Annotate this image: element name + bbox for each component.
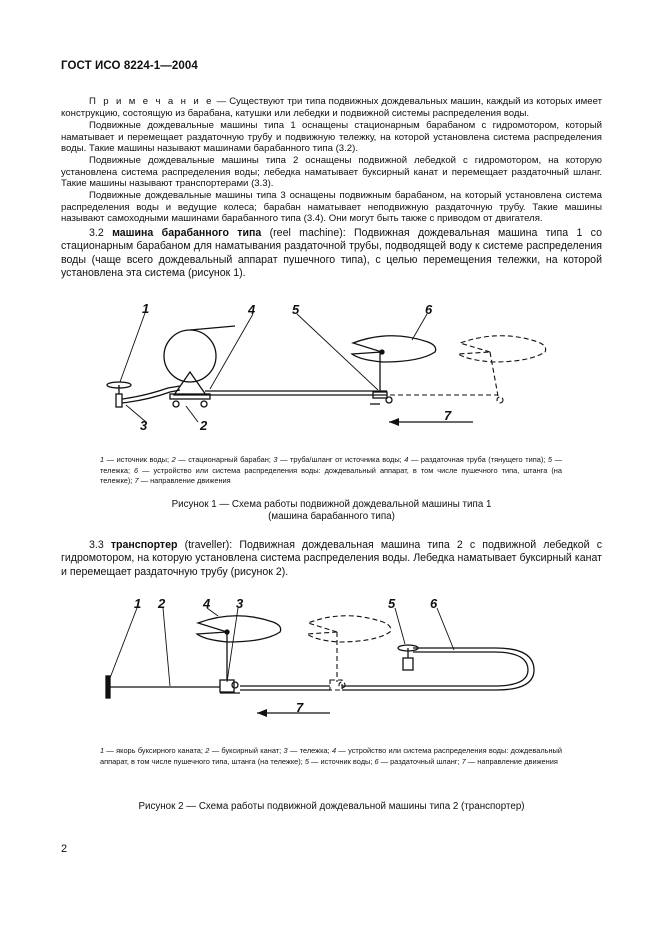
figure-2-label-3: 3 bbox=[236, 596, 244, 611]
legend-num: 3 bbox=[283, 746, 288, 755]
legend-num: 5 bbox=[304, 756, 309, 766]
figure-1-caption-line2: (машина барабанного типа) bbox=[268, 511, 395, 522]
legend-text: — источник воды; bbox=[104, 455, 172, 464]
legend-text: — направление движения bbox=[138, 476, 231, 486]
figure-2-label-2: 2 bbox=[158, 596, 166, 611]
page-number: 2 bbox=[61, 843, 68, 855]
legend-text: — раздаточный шланг; bbox=[378, 756, 462, 766]
definition-3-2-text: (reel machine): Подвижная дождевальная машина типа 1 со стационарным барабаном для наматывания раздаточной трубы, подводящей воду к системе распределения воды (чаще всего дождевальный аппарат пушечного типа), с целью перемещения тележки, на которой установлена эта система (рисунок 1). bbox=[61, 227, 602, 280]
figure-2-caption: Рисунок 2 — Схема работы подвижной дождевальной машины типа 2 (транспортер) bbox=[138, 801, 525, 812]
sprinkler-pattern bbox=[197, 616, 281, 642]
legend-num: 4 bbox=[331, 746, 337, 755]
definition-3-3-term: транспортер bbox=[110, 539, 178, 551]
water-source-icon bbox=[116, 394, 122, 407]
definition-3-3-text: (traveller): Подвижная дождевальная машина типа 2 с подвижной лебедкой с гидромотором, на которую установлена система распределения воды. Лебедка наматывает буксирный канат и перемещает раздаточную трубу (рисунок 2). bbox=[61, 539, 603, 578]
figure-1-label-6: 6 bbox=[425, 302, 433, 317]
document-header: ГОСТ ИСО 8224-1—2004 bbox=[61, 60, 198, 72]
figure-2-label-5: 5 bbox=[388, 596, 396, 611]
figure-1-caption-line1: Рисунок 1 — Схема работы подвижной дождевальной машины типа 1 bbox=[171, 499, 492, 510]
figure-2-label-7: 7 bbox=[296, 700, 304, 715]
figure-1-label-2: 2 bbox=[200, 418, 208, 433]
note-type1-paragraph: Подвижные дождевальные машины типа 1 оснащены стационарным барабаном с гидромотором, который наматывает и перемещает раздаточную трубу и подвижную тележку, на которой установлена система распределения воды. Такие машины называют машинами барабанного типа (3.2). bbox=[61, 120, 602, 155]
legend-num: 4 bbox=[404, 455, 409, 464]
note-paragraph bbox=[61, 96, 602, 119]
stationary-drum bbox=[164, 330, 216, 382]
figure-1-label-4: 4 bbox=[248, 302, 256, 317]
figure-1-label-7: 7 bbox=[444, 408, 452, 423]
figure-2-diagram bbox=[90, 592, 570, 727]
definition-3-2-number: 3.2 bbox=[89, 227, 113, 239]
legend-text: — устройство или система распределения воды: дождевальный аппарат, в том числе пушечного типа, штанга (на тележке); bbox=[100, 746, 562, 766]
legend-text: — тележка; bbox=[100, 455, 562, 475]
legend-num: 1 bbox=[100, 746, 105, 755]
figure-1-legend bbox=[100, 455, 562, 487]
legend-num: 1 bbox=[100, 455, 105, 464]
definition-3-3-number: 3.3 bbox=[89, 539, 111, 551]
legend-num: 6 bbox=[374, 756, 379, 766]
note-type2-paragraph: Подвижные дождевальные машины типа 2 оснащены подвижной лебедкой с гидромотором, на которую установлена система распределения воды; лебедка наматывает буксирный канат и перемещает раздаточный шланг. Такие машины называют транспортерами (3.3). bbox=[61, 155, 602, 190]
legend-text: — тележка; bbox=[287, 746, 332, 755]
sprinkler-pattern bbox=[352, 336, 436, 362]
delivery-hose bbox=[240, 652, 528, 686]
tow-cable-anchor bbox=[106, 676, 110, 698]
legend-num: 2 bbox=[205, 746, 210, 755]
figure-1-label-1: 1 bbox=[142, 301, 150, 316]
sprinkler-pattern-future bbox=[458, 336, 546, 362]
note-text: — Существуют три типа подвижных дождевальных машин, каждый из которых имеет конструкцию, состоящую из барабана, катушки или лебедки и подвижной системы распределения воды. bbox=[61, 96, 602, 119]
legend-num: 3 bbox=[273, 455, 278, 464]
legend-text: — устройство или система распределения воды: дождевальный аппарат, в том числе пушечного типа, штанга (на тележке); bbox=[100, 465, 562, 486]
sprinkler-pattern-future bbox=[307, 616, 391, 642]
legend-text: — направление движения bbox=[465, 756, 558, 766]
figure-2-label-4: 4 bbox=[203, 596, 211, 611]
definition-3-3 bbox=[61, 539, 602, 579]
legend-num: 5 bbox=[547, 455, 553, 464]
legend-text: — якорь буксирного каната; bbox=[104, 746, 206, 755]
legend-text: — стационарный барабан; bbox=[175, 455, 274, 464]
legend-num: 7 bbox=[461, 756, 466, 766]
legend-num: 7 bbox=[134, 476, 139, 486]
definition-3-2-term: машина барабанного типа bbox=[112, 227, 262, 239]
legend-text: — труба/шланг от источника воды; bbox=[277, 455, 405, 464]
figure-2-label-6: 6 bbox=[430, 596, 438, 611]
water-source-icon bbox=[403, 658, 413, 670]
definition-3-2 bbox=[61, 227, 602, 281]
legend-text: — буксирный канат; bbox=[209, 746, 284, 755]
figure-1-label-3: 3 bbox=[140, 418, 148, 433]
figure-2-legend bbox=[100, 746, 562, 767]
note-type3-paragraph: Подвижные дождевальные машины типа 3 оснащены подвижным барабаном, на который установлена система распределения воды и ведущие колеса; барабан наматывает неподвижную раздаточную трубу. Такие машины называют самоходными машинами барабанного типа (3.4). Они могут быть также с приводом от двигателя. bbox=[61, 190, 602, 225]
figure-1-label-5: 5 bbox=[292, 302, 300, 317]
figure-2-label-1: 1 bbox=[134, 596, 142, 611]
figure-1-diagram bbox=[90, 296, 570, 446]
note-lead: П р и м е ч а н и е bbox=[89, 96, 214, 107]
legend-num: 6 bbox=[134, 465, 139, 475]
legend-num: 2 bbox=[171, 455, 176, 464]
legend-text: — источник воды; bbox=[309, 756, 375, 766]
figure-1-caption bbox=[61, 499, 602, 523]
legend-text: — раздаточная труба (тянущего типа); bbox=[408, 455, 548, 464]
supply-hose bbox=[122, 386, 180, 399]
